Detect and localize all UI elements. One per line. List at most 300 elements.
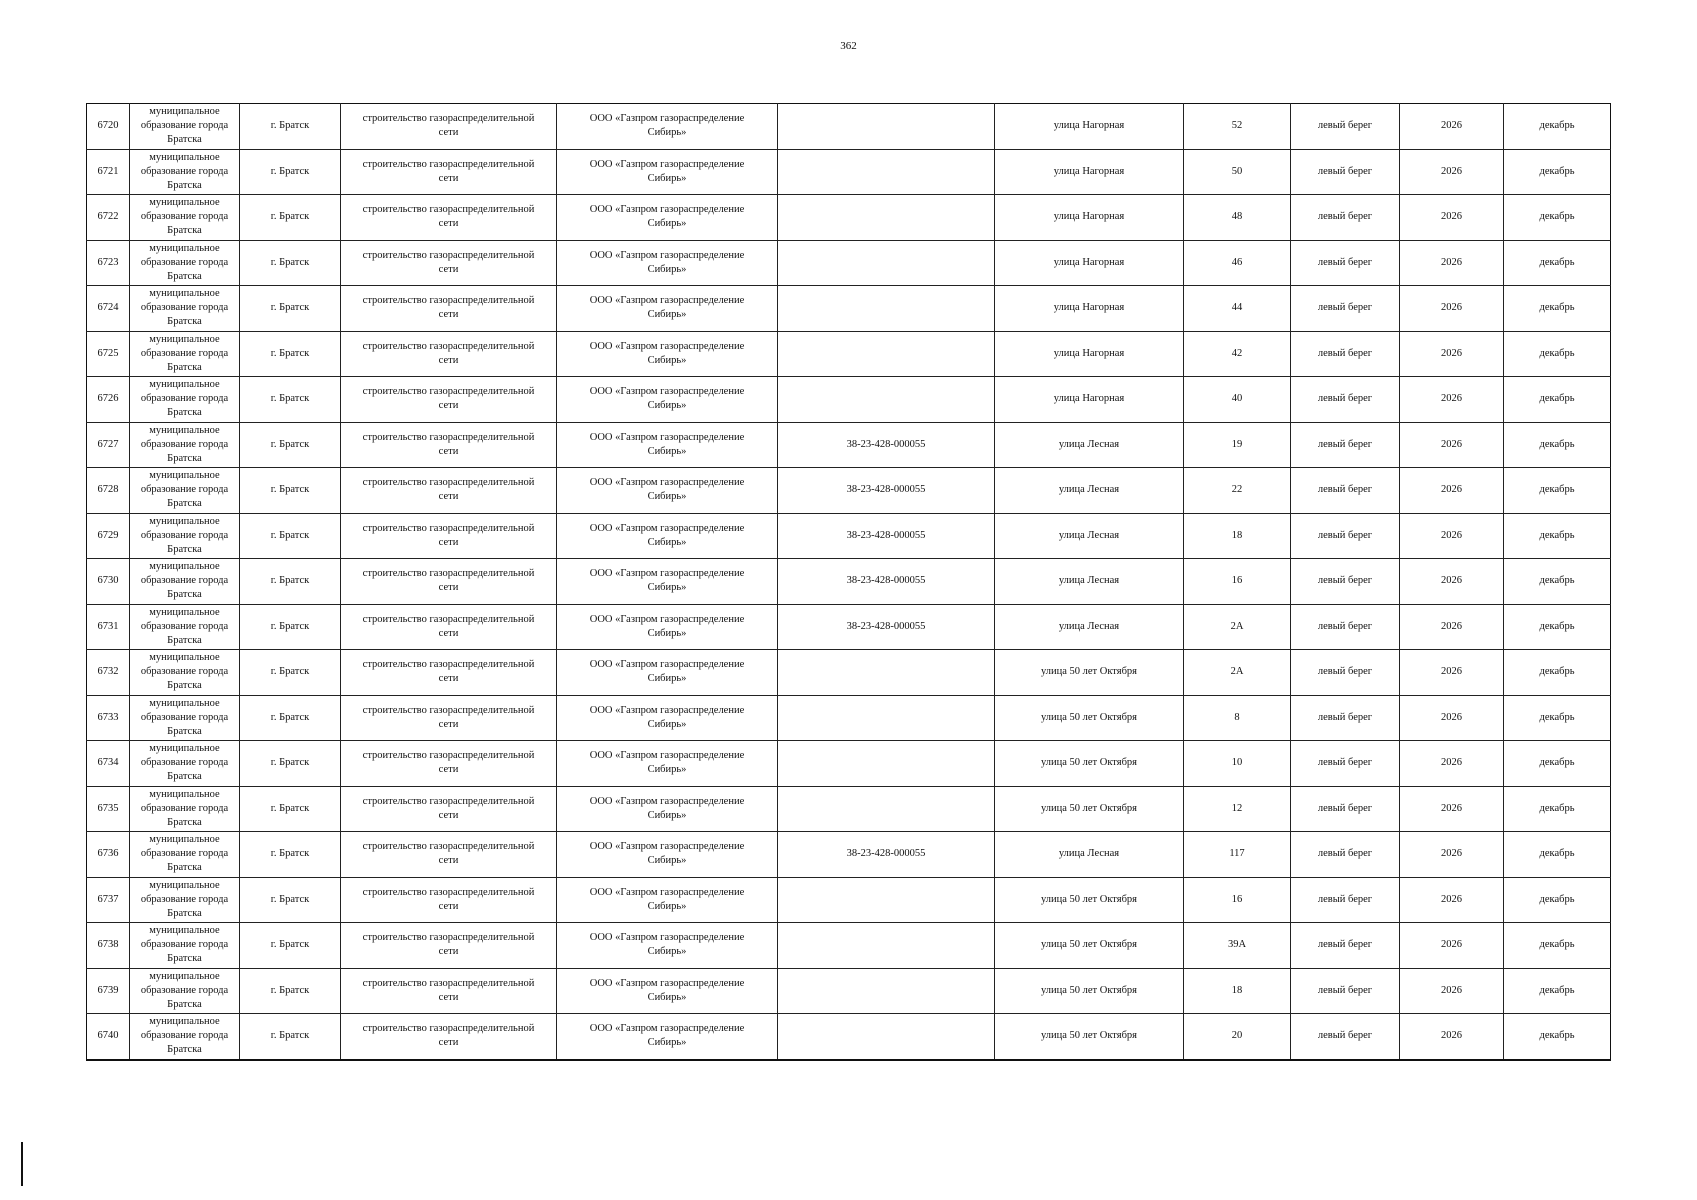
cell-city	[240, 1014, 341, 1060]
cell-street-text: улица Нагорная	[1053, 347, 1125, 359]
cell-municipality-line: муниципальное	[149, 151, 220, 163]
cell-municipality	[130, 650, 240, 696]
table-body	[87, 104, 1611, 1060]
cell-month	[1504, 695, 1611, 741]
cell-row-number-text: 6729	[97, 529, 119, 541]
cell-work-type	[341, 1014, 557, 1060]
table-row	[87, 331, 1611, 377]
cell-month-text: декабрь	[1539, 256, 1575, 268]
cell-cadastral-code	[778, 377, 995, 423]
cell-city	[240, 468, 341, 514]
cell-work-type-line: строительство газораспределительной	[362, 477, 535, 489]
cell-work-type-line: строительство газораспределительной	[362, 1023, 535, 1035]
table-row	[87, 240, 1611, 286]
cell-house-number-text: 117	[1229, 848, 1245, 860]
cell-city	[240, 377, 341, 423]
cell-cadastral-code	[778, 286, 995, 332]
cell-city-text: г. Братск	[270, 211, 310, 223]
cell-month-text: декабрь	[1539, 757, 1575, 769]
cell-work-type-line: строительство газораспределительной	[362, 568, 535, 580]
cell-city	[240, 832, 341, 878]
cell-river-bank-text: левый берег	[1317, 939, 1373, 951]
cell-municipality-line: образование города	[140, 575, 229, 587]
cell-work-type	[341, 513, 557, 559]
cell-street-text: улица 50 лет Октября	[1040, 939, 1138, 951]
cell-work-type-line: строительство газораспределительной	[362, 613, 535, 625]
cell-row-number	[87, 877, 130, 923]
cell-work-type-line: сети	[438, 400, 459, 412]
cell-organization	[557, 786, 778, 832]
cell-year	[1400, 331, 1504, 377]
cell-street-text: улица Лесная	[1058, 575, 1120, 587]
cell-street	[995, 923, 1184, 969]
cell-work-type	[341, 695, 557, 741]
cell-city-text: г. Братск	[270, 347, 310, 359]
cell-street	[995, 786, 1184, 832]
cell-municipality	[130, 422, 240, 468]
cell-municipality-line: муниципальное	[149, 788, 220, 800]
cell-cadastral-code	[778, 604, 995, 650]
cell-work-type	[341, 786, 557, 832]
cell-organization-line: Сибирь»	[647, 127, 687, 139]
cell-house-number	[1184, 104, 1291, 150]
cell-work-type	[341, 923, 557, 969]
cell-city-text: г. Братск	[270, 575, 310, 587]
cell-cadastral-code	[778, 468, 995, 514]
cell-street-text: улица Нагорная	[1053, 302, 1125, 314]
cell-organization-line: ООО «Газпром газораспределение	[589, 932, 745, 944]
cell-organization-line: Сибирь»	[647, 718, 687, 730]
cell-year	[1400, 832, 1504, 878]
cell-house-number	[1184, 832, 1291, 878]
cell-work-type-line: сети	[438, 536, 459, 548]
cell-cadastral-code-text: 38-23-428-000055	[846, 848, 926, 860]
cell-river-bank-text: левый берег	[1317, 711, 1373, 723]
cell-year-text: 2026	[1441, 1030, 1462, 1042]
table-row	[87, 195, 1611, 241]
cell-street	[995, 604, 1184, 650]
cell-municipality	[130, 968, 240, 1014]
cell-row-number-text: 6738	[97, 939, 119, 951]
cell-organization-line: Сибирь»	[647, 900, 687, 912]
table-row	[87, 650, 1611, 696]
cell-work-type	[341, 604, 557, 650]
table-row	[87, 695, 1611, 741]
cell-river-bank	[1291, 650, 1400, 696]
cell-year-text: 2026	[1441, 666, 1462, 678]
cell-organization	[557, 559, 778, 605]
cell-municipality	[130, 832, 240, 878]
cell-municipality-line: Братска	[167, 998, 202, 1010]
cell-month	[1504, 1014, 1611, 1060]
cell-municipality-line: Братска	[167, 634, 202, 646]
table-row	[87, 377, 1611, 423]
cell-street-text: улица Лесная	[1058, 529, 1120, 541]
cell-organization-line: ООО «Газпром газораспределение	[589, 841, 745, 853]
cell-work-type-line: строительство газораспределительной	[362, 249, 535, 261]
cell-cadastral-code	[778, 331, 995, 377]
cell-street	[995, 832, 1184, 878]
cell-house-number-text: 48	[1231, 211, 1243, 223]
cell-row-number	[87, 240, 130, 286]
cell-river-bank-text: левый берег	[1317, 529, 1373, 541]
cell-row-number-text: 6734	[97, 757, 119, 769]
cell-organization-line: Сибирь»	[647, 946, 687, 958]
cell-row-number-text: 6731	[97, 620, 119, 632]
cell-month	[1504, 968, 1611, 1014]
cell-year-text: 2026	[1441, 893, 1462, 905]
cell-work-type-line: строительство газораспределительной	[362, 113, 535, 125]
cell-work-type-line: сети	[438, 263, 459, 275]
cell-municipality-line: муниципальное	[149, 606, 220, 618]
cell-house-number	[1184, 877, 1291, 923]
cell-month	[1504, 877, 1611, 923]
cell-cadastral-code	[778, 513, 995, 559]
cell-municipality-line: Братска	[167, 498, 202, 510]
cell-organization-line: ООО «Газпром газораспределение	[589, 795, 745, 807]
cell-river-bank-text: левый берег	[1317, 757, 1373, 769]
cell-month-text: декабрь	[1539, 484, 1575, 496]
cell-river-bank-text: левый берег	[1317, 893, 1373, 905]
cell-organization	[557, 149, 778, 195]
cell-street	[995, 877, 1184, 923]
cell-month-text: декабрь	[1539, 302, 1575, 314]
cell-row-number	[87, 786, 130, 832]
cell-municipality	[130, 377, 240, 423]
cell-house-number	[1184, 331, 1291, 377]
cell-row-number	[87, 195, 130, 241]
cell-street-text: улица Нагорная	[1053, 165, 1125, 177]
cell-house-number-text: 40	[1231, 393, 1243, 405]
cell-work-type	[341, 877, 557, 923]
cell-river-bank	[1291, 877, 1400, 923]
cell-month	[1504, 559, 1611, 605]
cell-organization-line: Сибирь»	[647, 218, 687, 230]
cell-work-type-line: сети	[438, 1037, 459, 1049]
cell-work-type-line: сети	[438, 855, 459, 867]
cell-municipality-line: Братска	[167, 225, 202, 237]
cell-cadastral-code	[778, 832, 995, 878]
cell-cadastral-code	[778, 104, 995, 150]
cell-year-text: 2026	[1441, 984, 1462, 996]
cell-house-number-text: 46	[1231, 256, 1243, 268]
cell-river-bank	[1291, 832, 1400, 878]
cell-municipality	[130, 877, 240, 923]
cell-river-bank	[1291, 149, 1400, 195]
cell-street-text: улица 50 лет Октября	[1040, 984, 1138, 996]
cell-year-text: 2026	[1441, 165, 1462, 177]
cell-month-text: декабрь	[1539, 347, 1575, 359]
cell-city	[240, 286, 341, 332]
cell-work-type-line: строительство газораспределительной	[362, 386, 535, 398]
cell-house-number	[1184, 695, 1291, 741]
cell-municipality	[130, 286, 240, 332]
cell-house-number-text: 16	[1231, 893, 1243, 905]
cell-organization-line: ООО «Газпром газораспределение	[589, 431, 745, 443]
cell-city-text: г. Братск	[270, 757, 310, 769]
cell-city	[240, 695, 341, 741]
cell-year-text: 2026	[1441, 802, 1462, 814]
cell-house-number	[1184, 468, 1291, 514]
cell-work-type-line: строительство газораспределительной	[362, 932, 535, 944]
cell-municipality	[130, 604, 240, 650]
cell-row-number-text: 6721	[97, 165, 119, 177]
cell-work-type	[341, 422, 557, 468]
cell-organization-line: ООО «Газпром газораспределение	[589, 568, 745, 580]
table-row	[87, 741, 1611, 787]
table-row	[87, 786, 1611, 832]
cell-work-type-line: строительство газораспределительной	[362, 659, 535, 671]
cell-house-number-text: 2А	[1230, 666, 1244, 678]
cell-municipality-line: образование города	[140, 802, 229, 814]
cell-organization-line: Сибирь»	[647, 855, 687, 867]
cell-river-bank	[1291, 422, 1400, 468]
cell-row-number-text: 6732	[97, 666, 119, 678]
cell-river-bank-text: левый берег	[1317, 120, 1373, 132]
cell-year	[1400, 377, 1504, 423]
cell-organization-line: Сибирь»	[647, 536, 687, 548]
cell-river-bank	[1291, 695, 1400, 741]
cell-city	[240, 741, 341, 787]
cell-organization-line: Сибирь»	[647, 1037, 687, 1049]
registry-table	[86, 103, 1611, 1061]
cell-work-type-line: сети	[438, 491, 459, 503]
cell-row-number	[87, 832, 130, 878]
cell-city	[240, 650, 341, 696]
cell-municipality	[130, 331, 240, 377]
cell-street	[995, 741, 1184, 787]
cell-row-number	[87, 104, 130, 150]
cell-house-number	[1184, 240, 1291, 286]
cell-year-text: 2026	[1441, 620, 1462, 632]
cell-year-text: 2026	[1441, 393, 1462, 405]
cell-street	[995, 650, 1184, 696]
cell-house-number-text: 12	[1231, 802, 1243, 814]
cell-house-number-text: 16	[1231, 575, 1243, 587]
cell-row-number	[87, 741, 130, 787]
cell-river-bank	[1291, 195, 1400, 241]
cell-year	[1400, 695, 1504, 741]
cell-street-text: улица 50 лет Октября	[1040, 802, 1138, 814]
cell-house-number-text: 44	[1231, 302, 1243, 314]
cell-house-number	[1184, 513, 1291, 559]
cell-organization-line: Сибирь»	[647, 172, 687, 184]
cell-organization	[557, 195, 778, 241]
cell-month	[1504, 422, 1611, 468]
cell-city	[240, 149, 341, 195]
cell-city	[240, 422, 341, 468]
cell-municipality-line: муниципальное	[149, 242, 220, 254]
cell-work-type-line: строительство газораспределительной	[362, 340, 535, 352]
cell-month	[1504, 149, 1611, 195]
cell-river-bank-text: левый берег	[1317, 984, 1373, 996]
cell-organization	[557, 695, 778, 741]
cell-municipality-line: Братска	[167, 270, 202, 282]
cell-municipality-line: образование города	[140, 984, 229, 996]
cell-cadastral-code	[778, 240, 995, 286]
cell-work-type-line: строительство газораспределительной	[362, 750, 535, 762]
cell-month	[1504, 240, 1611, 286]
cell-municipality-line: образование города	[140, 211, 229, 223]
cell-organization	[557, 1014, 778, 1060]
cell-municipality-line: муниципальное	[149, 106, 220, 118]
cell-month-text: декабрь	[1539, 529, 1575, 541]
cell-organization-line: ООО «Газпром газораспределение	[589, 386, 745, 398]
table-row	[87, 1014, 1611, 1060]
cell-organization-line: ООО «Газпром газораспределение	[589, 704, 745, 716]
cell-municipality	[130, 149, 240, 195]
cell-city	[240, 331, 341, 377]
cell-cadastral-code	[778, 1014, 995, 1060]
cell-municipality-line: образование города	[140, 666, 229, 678]
cell-city-text: г. Братск	[270, 438, 310, 450]
cell-street-text: улица Лесная	[1058, 438, 1120, 450]
cell-river-bank	[1291, 240, 1400, 286]
cell-month-text: декабрь	[1539, 984, 1575, 996]
cell-month	[1504, 195, 1611, 241]
cell-month-text: декабрь	[1539, 666, 1575, 678]
cell-city-text: г. Братск	[270, 711, 310, 723]
cell-work-type-line: сети	[438, 354, 459, 366]
cell-city	[240, 786, 341, 832]
cell-house-number	[1184, 286, 1291, 332]
cell-river-bank-text: левый берег	[1317, 484, 1373, 496]
cell-street-text: улица Нагорная	[1053, 211, 1125, 223]
cell-river-bank	[1291, 741, 1400, 787]
cell-municipality-line: образование города	[140, 393, 229, 405]
cell-row-number-text: 6726	[97, 393, 119, 405]
cell-house-number	[1184, 559, 1291, 605]
table-row	[87, 604, 1611, 650]
cell-river-bank	[1291, 1014, 1400, 1060]
cell-municipality-line: образование города	[140, 757, 229, 769]
cell-river-bank	[1291, 104, 1400, 150]
cell-city	[240, 559, 341, 605]
cell-cadastral-code	[778, 559, 995, 605]
cell-row-number-text: 6736	[97, 848, 119, 860]
cell-city-text: г. Братск	[270, 802, 310, 814]
cell-city	[240, 923, 341, 969]
cell-work-type	[341, 559, 557, 605]
cell-river-bank-text: левый берег	[1317, 211, 1373, 223]
cell-year-text: 2026	[1441, 302, 1462, 314]
cell-work-type	[341, 650, 557, 696]
cell-river-bank-text: левый берег	[1317, 347, 1373, 359]
cell-river-bank-text: левый берег	[1317, 666, 1373, 678]
cell-month-text: декабрь	[1539, 620, 1575, 632]
cell-city-text: г. Братск	[270, 256, 310, 268]
cell-cadastral-code	[778, 149, 995, 195]
cell-municipality-line: муниципальное	[149, 743, 220, 755]
cell-municipality-line: образование города	[140, 438, 229, 450]
cell-work-type-line: сети	[438, 627, 459, 639]
cell-year-text: 2026	[1441, 347, 1462, 359]
cell-month-text: декабрь	[1539, 1030, 1575, 1042]
cell-city	[240, 195, 341, 241]
cell-river-bank-text: левый берег	[1317, 848, 1373, 860]
cell-year-text: 2026	[1441, 120, 1462, 132]
cell-row-number-text: 6737	[97, 893, 119, 905]
cell-month	[1504, 650, 1611, 696]
cell-work-type	[341, 468, 557, 514]
cell-month-text: декабрь	[1539, 939, 1575, 951]
cell-year	[1400, 195, 1504, 241]
cell-river-bank-text: левый берег	[1317, 620, 1373, 632]
cell-work-type-line: сети	[438, 809, 459, 821]
cell-municipality	[130, 1014, 240, 1060]
cell-work-type	[341, 832, 557, 878]
cell-row-number	[87, 286, 130, 332]
cell-year	[1400, 923, 1504, 969]
cell-house-number-text: 39А	[1227, 939, 1247, 951]
cell-city-text: г. Братск	[270, 165, 310, 177]
cell-work-type-line: сети	[438, 127, 459, 139]
cell-organization-line: Сибирь»	[647, 991, 687, 1003]
cell-river-bank-text: левый берег	[1317, 393, 1373, 405]
cell-year-text: 2026	[1441, 848, 1462, 860]
cell-work-type-line: сети	[438, 946, 459, 958]
cell-organization-line: Сибирь»	[647, 445, 687, 457]
cell-month	[1504, 786, 1611, 832]
table-row	[87, 877, 1611, 923]
cell-month	[1504, 331, 1611, 377]
cell-street-text: улица 50 лет Октября	[1040, 757, 1138, 769]
cell-cadastral-code	[778, 877, 995, 923]
table-row	[87, 968, 1611, 1014]
cell-month-text: декабрь	[1539, 211, 1575, 223]
table-row	[87, 468, 1611, 514]
cell-municipality-line: муниципальное	[149, 925, 220, 937]
cell-work-type-line: строительство газораспределительной	[362, 704, 535, 716]
cell-municipality-line: Братска	[167, 589, 202, 601]
cell-municipality-line: муниципальное	[149, 1016, 220, 1028]
cell-municipality-line: Братска	[167, 725, 202, 737]
cell-row-number-text: 6724	[97, 302, 119, 314]
cell-house-number-text: 18	[1231, 529, 1243, 541]
cell-house-number	[1184, 923, 1291, 969]
cell-organization-line: ООО «Газпром газораспределение	[589, 113, 745, 125]
cell-work-type-line: сети	[438, 218, 459, 230]
cell-municipality-line: образование города	[140, 165, 229, 177]
cell-city-text: г. Братск	[270, 484, 310, 496]
cell-row-number-text: 6740	[97, 1030, 119, 1042]
cell-house-number	[1184, 968, 1291, 1014]
cell-organization-line: ООО «Газпром газораспределение	[589, 158, 745, 170]
cell-row-number	[87, 650, 130, 696]
cell-work-type-line: сети	[438, 764, 459, 776]
cell-year-text: 2026	[1441, 211, 1462, 223]
cell-municipality-line: образование города	[140, 848, 229, 860]
cell-row-number	[87, 377, 130, 423]
cell-month-text: декабрь	[1539, 893, 1575, 905]
cell-work-type-line: сети	[438, 445, 459, 457]
cell-river-bank-text: левый берег	[1317, 575, 1373, 587]
cell-work-type-line: сети	[438, 673, 459, 685]
cell-year	[1400, 468, 1504, 514]
cell-row-number	[87, 923, 130, 969]
cell-year	[1400, 968, 1504, 1014]
cell-organization	[557, 968, 778, 1014]
cell-work-type	[341, 195, 557, 241]
cell-row-number	[87, 331, 130, 377]
scan-edge-mark	[21, 1142, 23, 1186]
cell-municipality	[130, 195, 240, 241]
cell-city-text: г. Братск	[270, 939, 310, 951]
cell-municipality-line: образование города	[140, 484, 229, 496]
cell-street-text: улица 50 лет Октября	[1040, 893, 1138, 905]
cell-river-bank	[1291, 377, 1400, 423]
cell-year	[1400, 741, 1504, 787]
